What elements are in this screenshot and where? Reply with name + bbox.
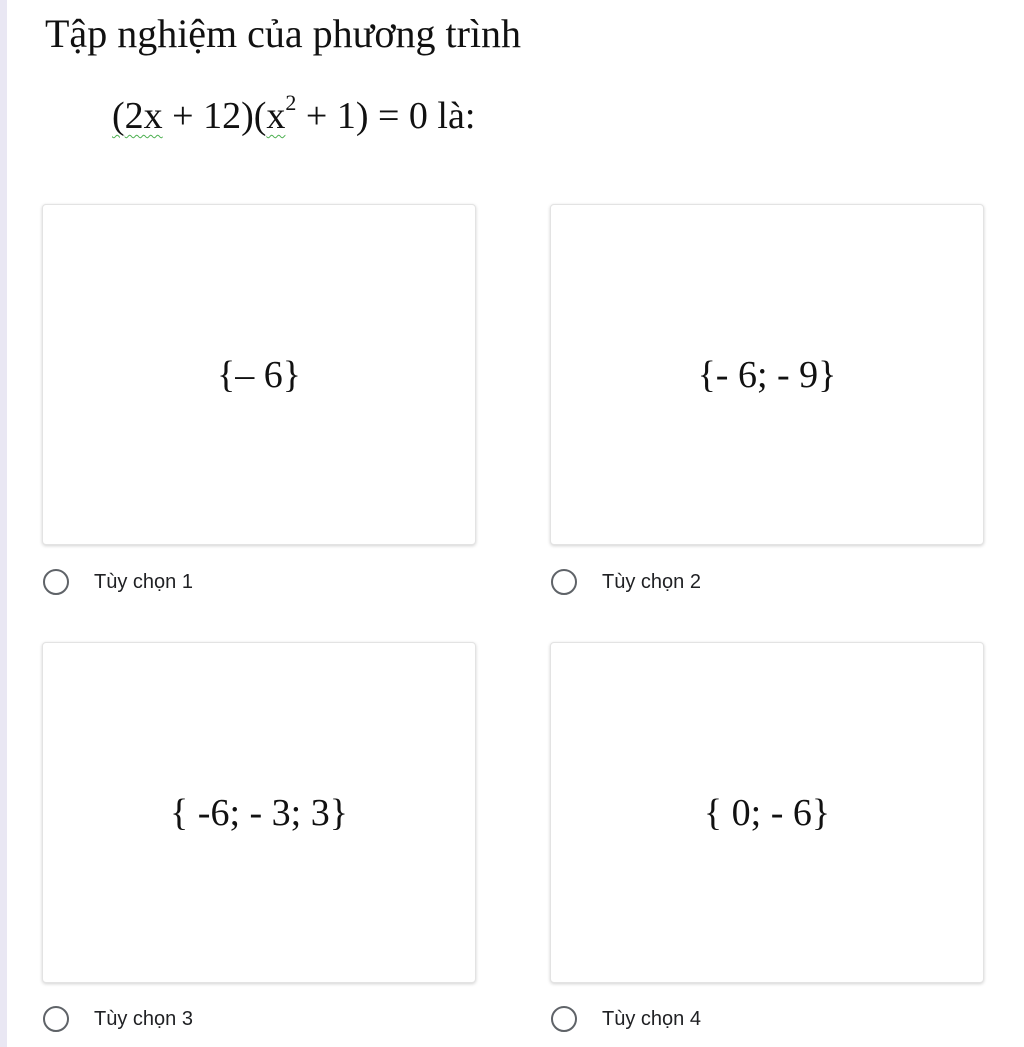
option-4-image-card[interactable] — [550, 642, 984, 983]
option-3-image-card[interactable] — [42, 642, 476, 983]
eq-end: + 1) = 0 là: — [305, 95, 476, 137]
left-edge-strip — [0, 0, 7, 1047]
option-3-label: Tùy chọn 3 — [94, 1007, 193, 1030]
option-3-math: { -6; - 3; 3} — [170, 791, 348, 834]
eq-x: x — [266, 95, 286, 137]
option-2-image-card[interactable] — [550, 204, 984, 545]
option-2[interactable] — [551, 567, 701, 597]
option-1-image-card[interactable] — [42, 204, 476, 545]
option-2-label: Tùy chọn 2 — [602, 570, 701, 593]
option-4-math: { 0; - 6} — [703, 791, 831, 834]
option-1-label: Tùy chọn 1 — [94, 570, 193, 593]
eq-exponent: 2 — [285, 90, 297, 116]
option-1-radio[interactable] — [43, 569, 69, 595]
question-title: Tập nghiệm của phương trình — [45, 11, 522, 56]
eq-mid: + 12)( — [172, 95, 267, 137]
option-4-label: Tùy chọn 4 — [602, 1007, 701, 1030]
eq-paren-open: ( — [112, 95, 125, 137]
option-3[interactable] — [43, 1004, 193, 1034]
option-4[interactable] — [551, 1004, 701, 1034]
option-3-radio[interactable] — [43, 1006, 69, 1032]
option-1-math: {– 6} — [217, 353, 301, 396]
option-4-radio[interactable] — [551, 1006, 577, 1032]
eq-2x: 2x — [124, 95, 163, 137]
option-2-math: {- 6; - 9} — [697, 353, 837, 396]
option-2-radio[interactable] — [551, 569, 577, 595]
option-1[interactable] — [43, 567, 193, 597]
question-equation — [112, 90, 476, 138]
